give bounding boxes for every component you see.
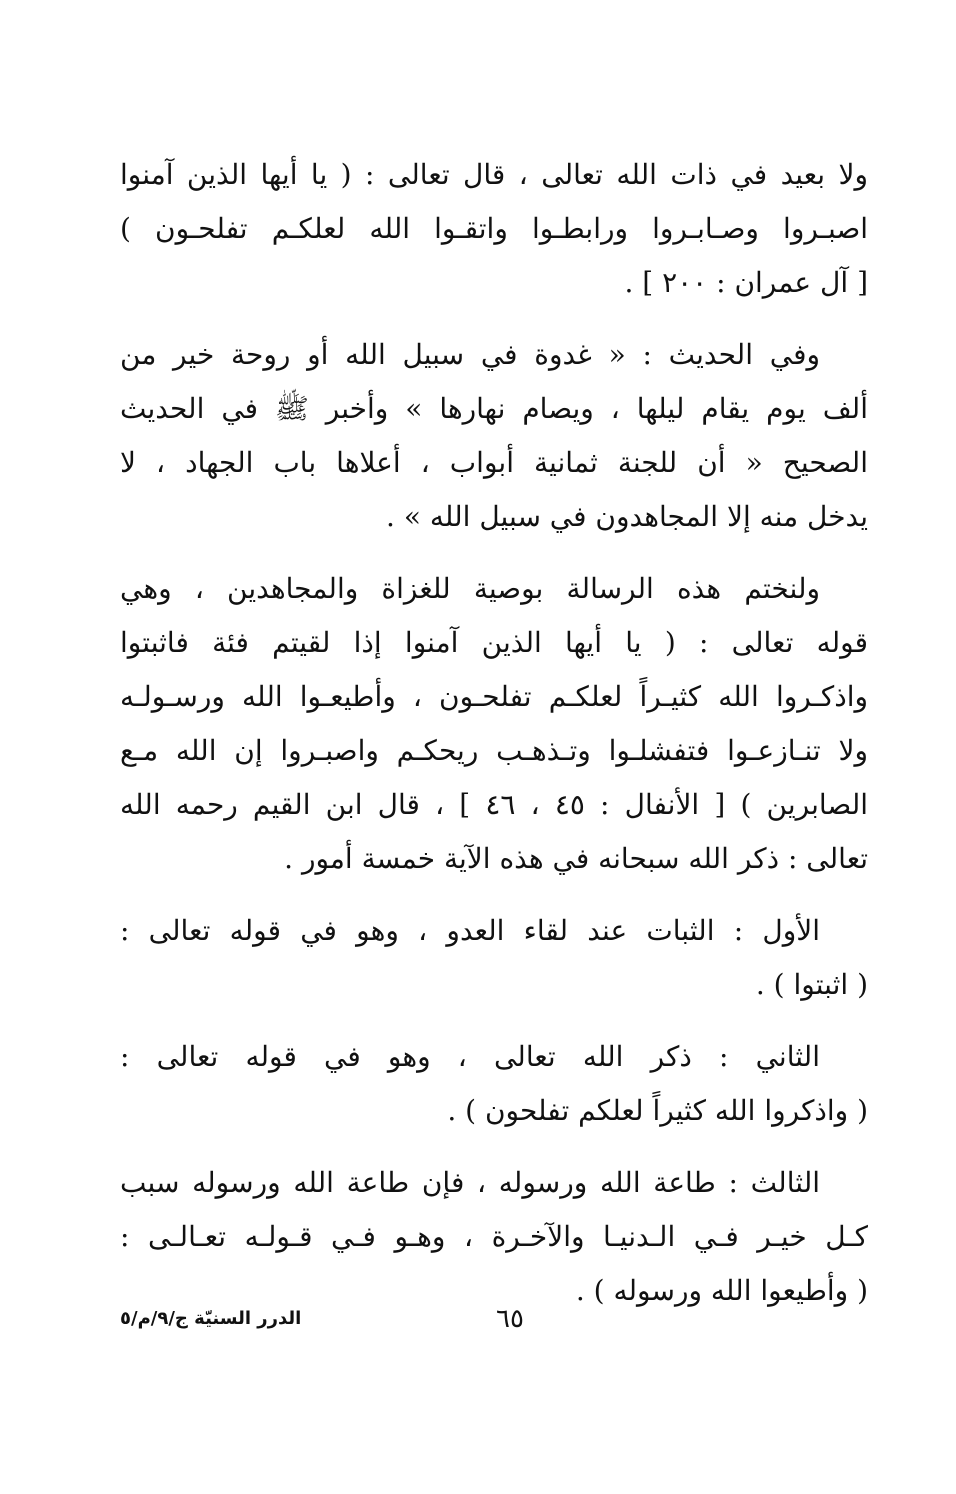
text-line: ( اثبتوا ) . (755, 968, 868, 1001)
paragraph-4 (120, 904, 868, 1012)
text-line: اصبـروا وصـابـروا ورابطـوا واتقـوا الله لعلكـم تفلحـون ) (120, 212, 868, 245)
text-line: الصحيح « أن للجنة ثمانية أبواب ، أعلاها باب الجهاد ، لا (120, 446, 868, 479)
text-line: [ آل عمران : ٢٠٠ ] . (624, 266, 868, 299)
text-line: وفي الحديث : « غدوة في سبيل الله أو روحة خير من (120, 338, 820, 371)
text-line: ولنختم هذه الرسالة بوصية للغزاة والمجاهدين ، وهي (120, 572, 820, 605)
paragraph-2 (120, 328, 868, 544)
text-line: كـل خيـر فـي الـدنيـا والآخـرة ، وهـو فـي قـولـه تعـالـى : (120, 1220, 868, 1253)
text-line: ( وأطيعوا الله ورسوله ) . (575, 1274, 868, 1307)
text-line: ولا تنـازعـوا فتفشلـوا وتـذهـب ريحكـم واصبـروا إن الله مـع (120, 734, 868, 767)
text-line: ولا بعيد في ذات الله تعالى ، قال تعالى : ( يا أيها الذين آمنوا (120, 158, 868, 191)
paragraph-6 (120, 1156, 868, 1318)
paragraph-1 (120, 148, 868, 310)
text-line: ألف يوم يقام ليلها ، ويصام نهارها » وأخبر ﷺ في الحديث (120, 392, 868, 425)
body-text (120, 148, 868, 1336)
page-footer (120, 1300, 868, 1340)
paragraph-5 (120, 1030, 868, 1138)
paragraph-3 (120, 562, 868, 886)
text-line: واذكـروا الله كثيـراً لعلكـم تفلحـون ، وأطيعـوا الله ورسـولـه (120, 680, 868, 713)
text-line: يدخل منه إلا المجاهدون في سبيل الله » . (386, 500, 868, 533)
source-reference: الدرر السنيّة ج/٩/م/٥ (120, 1308, 302, 1329)
text-line: قوله تعالى : ( يا أيها الذين آمنوا إذا لقيتم فئة فاثبتوا (120, 626, 868, 659)
text-line: تعالى : ذكر الله سبحانه في هذه الآية خمسة أمور . (284, 842, 868, 875)
page-number: ٦٥ (496, 1304, 524, 1334)
text-line: الثالث : طاعة الله ورسوله ، فإن طاعة الله ورسوله سبب (120, 1166, 820, 1199)
text-line: الثاني : ذكر الله تعالى ، وهو في قوله تعالى : (120, 1040, 820, 1073)
text-line: الصابرين ) [ الأنفال : ٤٥ ، ٤٦ ] ، قال ابن القيم رحمه الله (120, 788, 868, 821)
text-line: ( واذكروا الله كثيراً لعلكم تفلحون ) . (447, 1094, 868, 1127)
text-line: الأول : الثبات عند لقاء العدو ، وهو في قوله تعالى : (120, 914, 820, 947)
